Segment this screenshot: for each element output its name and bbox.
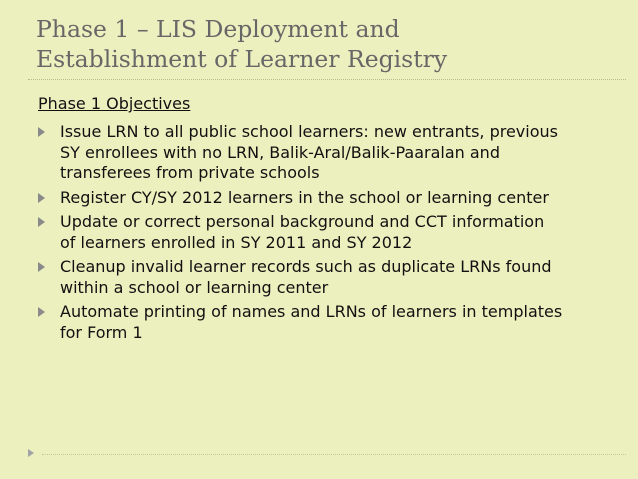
objectives-list bbox=[36, 122, 616, 347]
bullet-text-line: of learners enrolled in SY 2011 and SY 2012 bbox=[60, 232, 413, 252]
bullet-text-line: Register CY/SY 2012 learners in the school or learning center bbox=[60, 187, 549, 207]
triangle-right-icon bbox=[38, 307, 45, 317]
list-item bbox=[36, 212, 616, 253]
triangle-right-icon bbox=[38, 217, 45, 227]
bullet-text-line: Automate printing of names and LRNs of learners in templates bbox=[60, 302, 563, 321]
bullet-text-line: for Form 1 bbox=[60, 322, 143, 342]
footer-divider bbox=[42, 454, 626, 455]
list-item bbox=[36, 302, 616, 343]
list-item bbox=[36, 188, 616, 209]
title-divider bbox=[28, 79, 626, 80]
slide-title-line-2: Establishment of Learner Registry bbox=[36, 45, 448, 73]
slide-title bbox=[36, 14, 626, 74]
triangle-right-icon bbox=[38, 193, 45, 203]
bullet-text-line: Cleanup invalid learner records such as duplicate LRNs found bbox=[60, 257, 552, 276]
slide-title-line-1: Phase 1 – LIS Deployment and bbox=[36, 15, 400, 43]
section-subheading: Phase 1 Objectives bbox=[38, 94, 191, 113]
bullet-text-line: transferees from private schools bbox=[60, 163, 320, 182]
triangle-right-icon bbox=[38, 127, 45, 137]
triangle-right-icon bbox=[38, 262, 45, 272]
list-item bbox=[36, 122, 616, 184]
bullet-text-line: Issue LRN to all public school learners: new entrants, previous bbox=[60, 122, 558, 141]
bullet-text-line: SY enrollees with no LRN, Balik-Aral/Balik-Paaralan and bbox=[60, 142, 500, 162]
bullet-text-line: within a school or learning center bbox=[60, 277, 329, 297]
bullet-text-line: Update or correct personal background and CCT information bbox=[60, 212, 545, 231]
list-item bbox=[36, 257, 616, 298]
small-triangle-right-icon bbox=[28, 449, 34, 457]
